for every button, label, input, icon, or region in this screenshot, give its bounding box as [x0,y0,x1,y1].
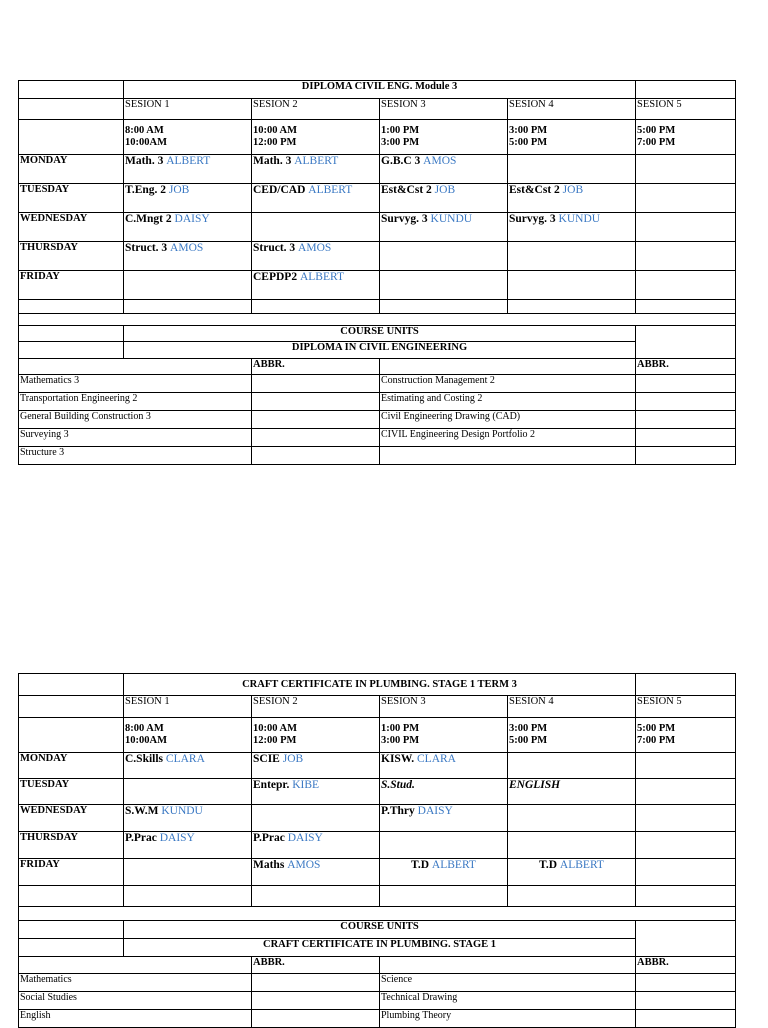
day-row [19,753,736,779]
course-unit-abbr [636,393,736,411]
class-cell [124,155,252,184]
class-cell [508,242,636,271]
session-label: SESION 3 [380,99,508,120]
course-units-subtitle: CRAFT CERTIFICATE IN PLUMBING. STAGE 1 [124,939,636,957]
class-cell [124,213,252,242]
teacher-name: JOB [434,184,456,196]
unit-code: C.Mngt 2 [125,213,172,225]
class-cell [636,213,736,242]
day-row [19,779,736,805]
class-cell [508,184,636,213]
day-label: TUESDAY [19,779,124,805]
unit-code: KISW. [381,753,415,765]
class-cell [124,753,252,779]
timetable-craft-plumbing [18,673,736,1028]
unit-code: Maths [253,859,285,871]
course-unit-name: Surveying 3 [19,429,252,447]
session-label: SESION 5 [636,99,736,120]
class-cell [252,184,380,213]
day-row [19,832,736,859]
teacher-name: ALBERT [431,859,476,871]
course-units-title: COURSE UNITS [124,326,636,342]
course-unit-name: Transportation Engineering 2 [19,393,252,411]
course-unit-abbr [636,447,736,465]
class-cell [380,184,508,213]
session-time: 3:00 PM 5:00 PM [508,718,636,753]
day-row [19,805,736,832]
teacher-name: ALBERT [299,271,344,283]
unit-code: S.Stud. [381,779,415,791]
unit-code: G.B.C 3 [381,155,421,167]
course-unit-name [380,447,636,465]
class-cell [252,155,380,184]
unit-code: S.W.M [125,805,159,817]
unit-code: T.Eng. 2 [125,184,167,196]
session-time: 5:00 PM 7:00 PM [636,718,736,753]
teacher-name: ALBERT [308,184,353,196]
teacher-name: AMOS [287,859,321,871]
teacher-name: JOB [282,753,304,765]
teacher-name: DAISY [417,805,453,817]
course-unit-name: General Building Construction 3 [19,411,252,429]
teacher-name: KUNDU [161,805,203,817]
course-unit-abbr [252,393,380,411]
unit-code: CEPDP2 [253,271,298,283]
course-unit-abbr [636,429,736,447]
class-cell [252,805,380,832]
class-cell [124,184,252,213]
class-cell [636,859,736,886]
timetable-title: CRAFT CERTIFICATE IN PLUMBING. STAGE 1 TERM 3 [124,674,636,696]
day-rows [19,753,736,886]
unit-code: ENGLISH [509,779,561,791]
course-unit-row [19,393,736,411]
session-time: 8:00 AM 10:00AM [124,120,252,155]
course-unit-abbr [252,429,380,447]
course-unit-name: Construction Management 2 [380,375,636,393]
course-unit-name: Mathematics 3 [19,375,252,393]
course-unit-abbr [252,447,380,465]
course-unit-abbr [252,1010,380,1028]
unit-code: CED/CAD [253,184,306,196]
day-label: TUESDAY [19,184,124,213]
class-cell [252,753,380,779]
timetable-diploma-civil [18,80,736,465]
class-cell [252,242,380,271]
class-cell [636,271,736,300]
session-label: SESION 4 [508,99,636,120]
class-cell [380,779,508,805]
course-unit-name: Technical Drawing [380,992,636,1010]
course-unit-row [19,429,736,447]
course-unit-name: Social Studies [19,992,252,1010]
class-cell [252,832,380,859]
timetable-title: DIPLOMA CIVIL ENG. Module 3 [124,81,636,99]
session-time: 1:00 PM 3:00 PM [380,718,508,753]
course-unit-rows [19,974,736,1028]
course-unit-name: CIVIL Engineering Design Portfolio 2 [380,429,636,447]
class-cell [252,213,380,242]
teacher-name: AMOS [423,155,457,167]
class-cell [124,832,252,859]
course-unit-abbr [252,375,380,393]
class-cell [252,779,380,805]
class-cell [508,779,636,805]
course-unit-row [19,447,736,465]
class-cell [636,779,736,805]
teacher-name: KUNDU [558,213,601,225]
session-label: SESION 1 [124,99,252,120]
course-unit-name: English [19,1010,252,1028]
teacher-name: ALBERT [166,155,211,167]
unit-code: P.Prac [253,832,285,844]
unit-code: Est&Cst 2 [381,184,432,196]
unit-code: Survyg. 3 [509,213,556,225]
course-unit-abbr [636,974,736,992]
class-cell [636,753,736,779]
session-time: 5:00 PM 7:00 PM [636,120,736,155]
unit-code: T.D [539,859,558,871]
day-rows [19,155,736,300]
class-cell [380,213,508,242]
session-label: SESION 4 [508,696,636,718]
unit-code: Struct. 3 [125,242,168,254]
teacher-name: DAISY [174,213,210,225]
unit-code: Math. 3 [253,155,292,167]
course-unit-name: Science [380,974,636,992]
course-unit-abbr [636,411,736,429]
session-time: 1:00 PM 3:00 PM [380,120,508,155]
teacher-name: KUNDU [430,213,473,225]
session-label: SESION 1 [124,696,252,718]
course-unit-row [19,974,736,992]
course-units-title: COURSE UNITS [124,921,636,939]
class-cell [636,832,736,859]
course-unit-abbr [252,992,380,1010]
day-label: FRIDAY [19,859,124,886]
day-row [19,859,736,886]
course-unit-name: Civil Engineering Drawing (CAD) [380,411,636,429]
course-unit-abbr [636,992,736,1010]
class-cell [508,805,636,832]
session-time: 3:00 PM 5:00 PM [508,120,636,155]
day-row [19,184,736,213]
unit-code: Est&Cst 2 [509,184,560,196]
session-time: 8:00 AM 10:00AM [124,718,252,753]
abbr-header: ABBR. [252,957,380,974]
class-cell [124,271,252,300]
unit-code: T.D [411,859,430,871]
session-label: SESION 3 [380,696,508,718]
teacher-name: ALBERT [294,155,339,167]
teacher-name: CLARA [417,753,456,765]
course-unit-abbr [636,1010,736,1028]
teacher-name: DAISY [287,832,323,844]
class-cell [380,753,508,779]
course-units-subtitle: DIPLOMA IN CIVIL ENGINEERING [124,342,636,359]
teacher-name: AMOS [170,242,204,254]
class-cell [380,271,508,300]
class-cell [124,779,252,805]
teacher-name: AMOS [298,242,332,254]
day-label: MONDAY [19,753,124,779]
day-label: WEDNESDAY [19,213,124,242]
abbr-header: ABBR. [636,957,736,974]
course-unit-abbr [252,411,380,429]
course-unit-name: Estimating and Costing 2 [380,393,636,411]
course-unit-name: Structure 3 [19,447,252,465]
course-unit-row [19,411,736,429]
course-unit-name: Plumbing Theory [380,1010,636,1028]
class-cell [252,859,380,886]
class-cell [636,184,736,213]
class-cell [380,155,508,184]
course-unit-row [19,1010,736,1028]
day-label: THURSDAY [19,832,124,859]
day-row [19,271,736,300]
class-cell [636,805,736,832]
class-cell [124,859,252,886]
class-cell [508,155,636,184]
class-cell [252,271,380,300]
class-cell [380,859,508,886]
unit-code: C.Skills [125,753,164,765]
unit-code: SCIE [253,753,280,765]
class-cell [124,242,252,271]
course-unit-rows [19,375,736,465]
course-unit-row [19,375,736,393]
teacher-name: JOB [168,184,190,196]
unit-code: Survyg. 3 [381,213,428,225]
abbr-header: ABBR. [252,359,380,375]
class-cell [636,155,736,184]
session-label: SESION 2 [252,696,380,718]
teacher-name: JOB [562,184,584,196]
class-cell [508,832,636,859]
class-cell [380,832,508,859]
session-label: SESION 2 [252,99,380,120]
teacher-name: CLARA [165,753,205,765]
day-label: WEDNESDAY [19,805,124,832]
course-unit-row [19,992,736,1010]
session-time: 10:00 AM 12:00 PM [252,120,380,155]
class-cell [508,213,636,242]
day-label: MONDAY [19,155,124,184]
class-cell [124,805,252,832]
class-cell [508,753,636,779]
unit-code: Entepr. [253,779,290,791]
class-cell [508,271,636,300]
teacher-name: DAISY [159,832,195,844]
teacher-name: KIBE [292,779,320,791]
day-label: FRIDAY [19,271,124,300]
class-cell [380,805,508,832]
unit-code: P.Thry [381,805,415,817]
unit-code: Struct. 3 [253,242,296,254]
day-row [19,155,736,184]
class-cell [380,242,508,271]
unit-code: P.Prac [125,832,157,844]
day-row [19,213,736,242]
session-label: SESION 5 [636,696,736,718]
day-row [19,242,736,271]
unit-code: Math. 3 [125,155,164,167]
course-unit-abbr [636,375,736,393]
teacher-name: ALBERT [559,859,604,871]
course-unit-abbr [252,974,380,992]
class-cell [508,859,636,886]
session-time: 10:00 AM 12:00 PM [252,718,380,753]
abbr-header: ABBR. [636,359,736,375]
course-unit-name: Mathematics [19,974,252,992]
class-cell [636,242,736,271]
day-label: THURSDAY [19,242,124,271]
